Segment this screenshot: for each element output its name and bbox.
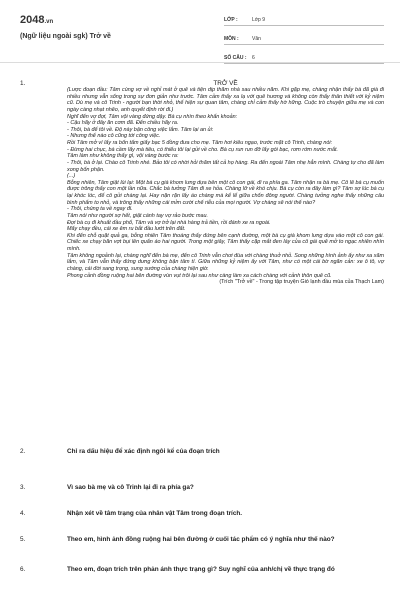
question-3 [20,484,384,491]
passage-paragraph: Đợi bà cụ đi khuất đầu phố, Tâm và vợ trở lại nhà hàng trả tiền, rồi đánh xe ra ngoài. [67,219,271,226]
passage-title: TRỞ VỀ [213,80,238,87]
question-4 [20,510,384,517]
question-number: 2. [20,448,26,455]
passage-paragraph: Mấy chạy đều, cái xe êm ru bắt đầu lướt trên đất. [67,226,186,233]
passage-paragraph: (...) [67,173,76,180]
meta-value-subject: Văn [252,36,261,42]
passage-paragraph: - Thôi, chúng ta về ngay đi. [67,206,133,213]
meta-label-class: LỚP : [224,17,238,23]
passage-source: (Trích "Trở về" - Trong tập truyện Gió lạnh đầu mùa của Thạch Lam) [219,279,384,286]
question-text: Chỉ ra dấu hiệu để xác định ngôi kể của đoạn trích [67,448,220,455]
passage-paragraph: - Đừng hai chục, bà cầm lấy mà tiêu, có thiếu tôi lại gửi về cho. Bà cụ run run đỡ lấy gói bạc, rơm rớm nước mắt. [67,146,339,153]
passage-paragraph: - Thôi, bà ở lại. Chào cô Trinh nhé. Bảo tôi có nhời hỏi thăm tất cả họ hàng. Ra đến ngoài Tâm nhẹ hẳn mình. Chàng tự cho đã làm xong bổn phận. [67,159,384,173]
passage-paragraph: Rồi Tâm mở ví lấy ra bốn tấm giấy bạc 5 đồng đưa cho mẹ. Tâm hơi kiêu ngạo, trước mặt cô Trinh, chàng nói: [67,140,333,146]
question-5 [20,536,384,543]
meta-label-subject: MÔN : [224,36,239,42]
question-2 [20,448,384,455]
question-number: 6. [20,566,26,573]
passage-paragraph: Tâm làm như không thấy gì, vội vàng bước ra: [67,153,179,160]
question-text: Vì sao bà mẹ và cô Trinh lại đi ra phía ga? [67,484,194,491]
meta-label-count: SỐ CÂU : [224,55,247,61]
passage-paragraph: Khi đến chỗ quặt quả ga, bỗng nhiên Tâm thoáng thấy đứng bên cạnh đường, một bà cụ già khom lưng dựa vào một cô con gái. Chiếc xe chạy băn vợt bụi lên quấn áo hai người. Trong một giây, Tâm thấy cặp mắt đen láy của cô gái quê mở to ngạc nhiên nhìn mình. [67,232,384,252]
worksheet-title: (Ngữ liệu ngoài sgk) Trở về [20,33,111,40]
brand-name: 2048 [20,14,45,26]
passage-paragraph: Tâm nói như người sợ hết, giật cánh tay vợ rảo bước mau. [67,212,209,219]
question-number: 3. [20,484,26,491]
meta-row-class [224,10,384,26]
meta-value-class: Lớp 9 [252,17,266,23]
question-text: Theo em, hình ảnh đồng ruộng hai bên đường ở cuối tác phẩm có ý nghĩa như thế nào? [67,536,335,543]
brand-logo[interactable] [20,14,53,26]
reading-passage [67,80,384,286]
passage-paragraph: - Nhưng thế nào cô cũng tới công việc. [67,133,161,140]
passage-paragraph: - Thôi, bà để tôi về. Độ này bận công việc lắm. Tâm lại an ủi: [67,126,214,133]
meta-row-subject [224,29,384,45]
meta-table [224,10,384,67]
meta-value-count: 6 [252,55,255,61]
worksheet-header [0,0,400,63]
question-number: 1. [20,80,26,87]
question-1 [20,80,384,286]
passage-paragraph: Tâm không ngoảnh lại, chàng nghĩ đến bà mẹ, đến cô Trinh vẫn chơi đùa với chàng thuở nhỏ. Song những hình ảnh ấy như xa xăm lắm, và Tâm vẫn thấy đứng dưng không bận tâm tí. Giữa những kỷ niệm ấy với Tâm, như có một cái bờ ngăn cản: xe ô tô, vợ chàng, cái đời sang trọng, sung sướng của chàng hiện giờ. [67,252,384,272]
meta-row-count [224,48,384,64]
passage-paragraph: Bỗng nhiên, Tâm giật lùi lại: Một bà cụ già khom lưng dựa bên một cô con gái, đi ra phía ga. Tâm nhận ra bà mẹ. Cô lẽ bà cụ muốn được trông thấy con một lần nữa. Chắc bà tưởng Tâm đi xe hỏa. Chàng lỡ về khó chịu. Bà cụ còn ra đây làm gì? Tâm sợ lúc bà cụ lại khóc lóc, để cô gửi chàng lại. Hay nặn rặn lấy áo chàng mà kể lể giữa chốn đông người. Chàng tưởng nghe thấy những câu bình phẩm to nhỏ, và trông thấy những cái mỉm cười chế riễu của mọi người. Vợ chàng sẽ nói thế nào? [67,179,384,206]
question-number: 4. [20,510,26,517]
question-text: Nhận xét về tâm trạng của nhân vật Tâm trong đoạn trích. [67,510,243,517]
brand-tld: .vn [44,19,54,25]
passage-paragraph: Phong cảnh đồng ruộng hai bên đường vùn vụt trôi lại sau như càng làm xa cách chàng với cảnh thôn quê cũ. [67,272,332,279]
question-text: Theo em, đoạn trích trên phản ánh thực trạng gì? Suy nghĩ của anh/chị về thực trạng đó [67,566,335,573]
passage-paragraph: (Lược đoạn đầu: Tâm cùng vợ về nghỉ mát ở quê và tiện dịp thăm nhà sau nhiều năm. Khi gặp mẹ, chàng nhận thấy bà đã già đi nhiều nhưng vẫn sống trong sự đơn giản như trước. Tâm cảm thấy xa lạ với quê hương và không còn thấy thân thiết với kỷ niệm cũ. Dù mẹ và cô Trinh - người bạn thời nhỏ, thể hiện sự quan tâm, chàng chỉ cảm thấy hờ hững. Cuộc trò chuyện giữa mẹ và con ngày càng nhạt nhẽo, anh quyết định rời đi.) [67,87,384,113]
question-6 [20,566,384,573]
question-number: 5. [20,536,26,543]
passage-paragraph: Nghĩ đến vợ đợi, Tâm vội vàng đứng dậy. Bà cụ nhìn theo khẩn khoản: [67,113,238,120]
passage-paragraph: - Cậu hãy ở đây ăn cơm đã. Đến chiều hãy ra. [67,120,179,127]
